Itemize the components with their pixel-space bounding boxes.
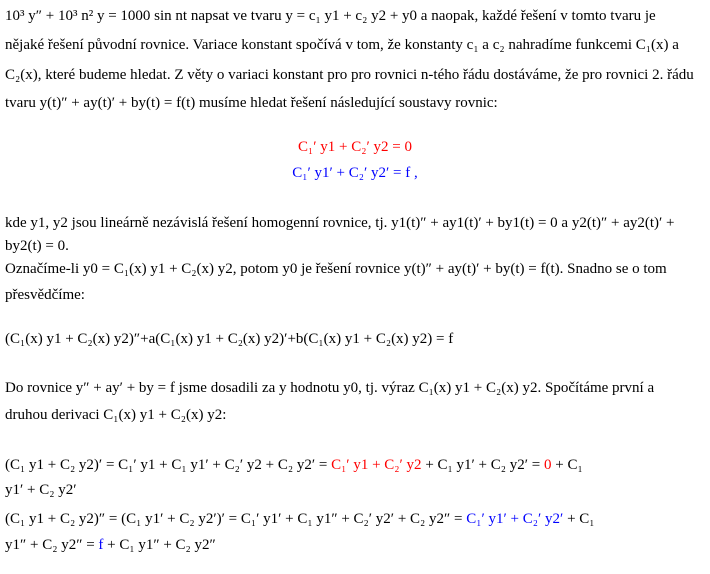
text-line: přesvědčíme: (5, 287, 85, 303)
expr-part: + C₁ (563, 511, 595, 527)
highlight-red: C₁′ y1 + C₂′ y2 (331, 457, 422, 473)
highlight-blue: C₁′ y1′ + C₂′ y2′ (466, 511, 564, 527)
first-derivative-line (5, 455, 583, 475)
text-line: tvaru y(t)″ + ay(t)′ + by(t) = f(t) musíme hledat řešení následující soustavy rovnic: (5, 95, 498, 111)
text-line: Označíme-li y0 = C₁(x) y1 + C₂(x) y2, potom y0 je řešení rovnice y(t)″ + ay(t)′ + by(t) = f(t). Snadno se o tom (5, 261, 667, 277)
expr-part: (C₁ y1 + C₂ y2)″ = (C₁ y1′ + C₂ y2′)′ = C₁′ y1′ + C₁ y1″ + C₂′ y2′ + C₂ y2″ = (5, 511, 467, 527)
expr-part: (C₁ y1 + C₂ y2)′ = C₁′ y1 + C₁ y1′ + C₂′ y2 + C₂ y2′ = (5, 457, 332, 473)
expr-part: + C₁ y1′ + C₂ y2′ = (421, 457, 544, 473)
equation-substitution: (C₁(x) y1 + C₂(x) y2)″+a(C₁(x) y1 + C₂(x) y2)′+b(C₁(x) y1 + C₂(x) y2) = f (5, 331, 454, 347)
text-line: Do rovnice y″ + ay′ + by = f jsme dosadili za y hodnotu y0, tj. výraz C₁(x) y1 + C₂(x) y2. Spočítáme první a (5, 380, 655, 396)
system-equation-1: C₁′ y1 + C₂′ y2 = 0 (298, 139, 412, 155)
expr-part: + C₁ y1″ + C₂ y2″ (103, 537, 216, 553)
system-equation-2: C₁′ y1′ + C₂′ y2′ = f , (292, 165, 418, 181)
second-derivative-line-cont (5, 535, 216, 555)
text-line: nějaké řešení původní rovnice. Variace konstant spočívá v tom, že konstanty c₁ a c₂ nahradíme funkcemi C₁(x) a (5, 37, 679, 53)
first-derivative-line-cont: y1′ + C₂ y2′ (5, 482, 77, 498)
highlight-blue-f: f (98, 537, 104, 553)
text-line: druhou derivaci C₁(x) y1 + C₂(x) y2: (5, 407, 227, 423)
expr-part: + C₁ (551, 457, 583, 473)
expr-part: y1″ + C₂ y2″ = (5, 537, 99, 553)
text-line: 10³ y″ + 10³ n² y = 1000 sin nt napsat ve tvaru y = c₁ y1 + c₂ y2 + y0 a naopak, každé řešení v tomto tvaru je (5, 8, 656, 24)
text-line: by2(t) = 0. (5, 238, 69, 254)
second-derivative-line (5, 509, 595, 529)
text-line: C₂(x), které budeme hledat. Z věty o variaci konstant pro pro rovnici n-tého řádu dostáváme, že pro rovnici 2. řádu (5, 67, 694, 83)
highlight-red-zero: 0 (543, 457, 552, 473)
text-line: kde y1, y2 jsou lineárně nezávislá řešení homogenní rovnice, tj. y1(t)″ + ay1(t)′ + by1(t) = 0 a y2(t)″ + ay2(t)′ + (5, 215, 675, 231)
